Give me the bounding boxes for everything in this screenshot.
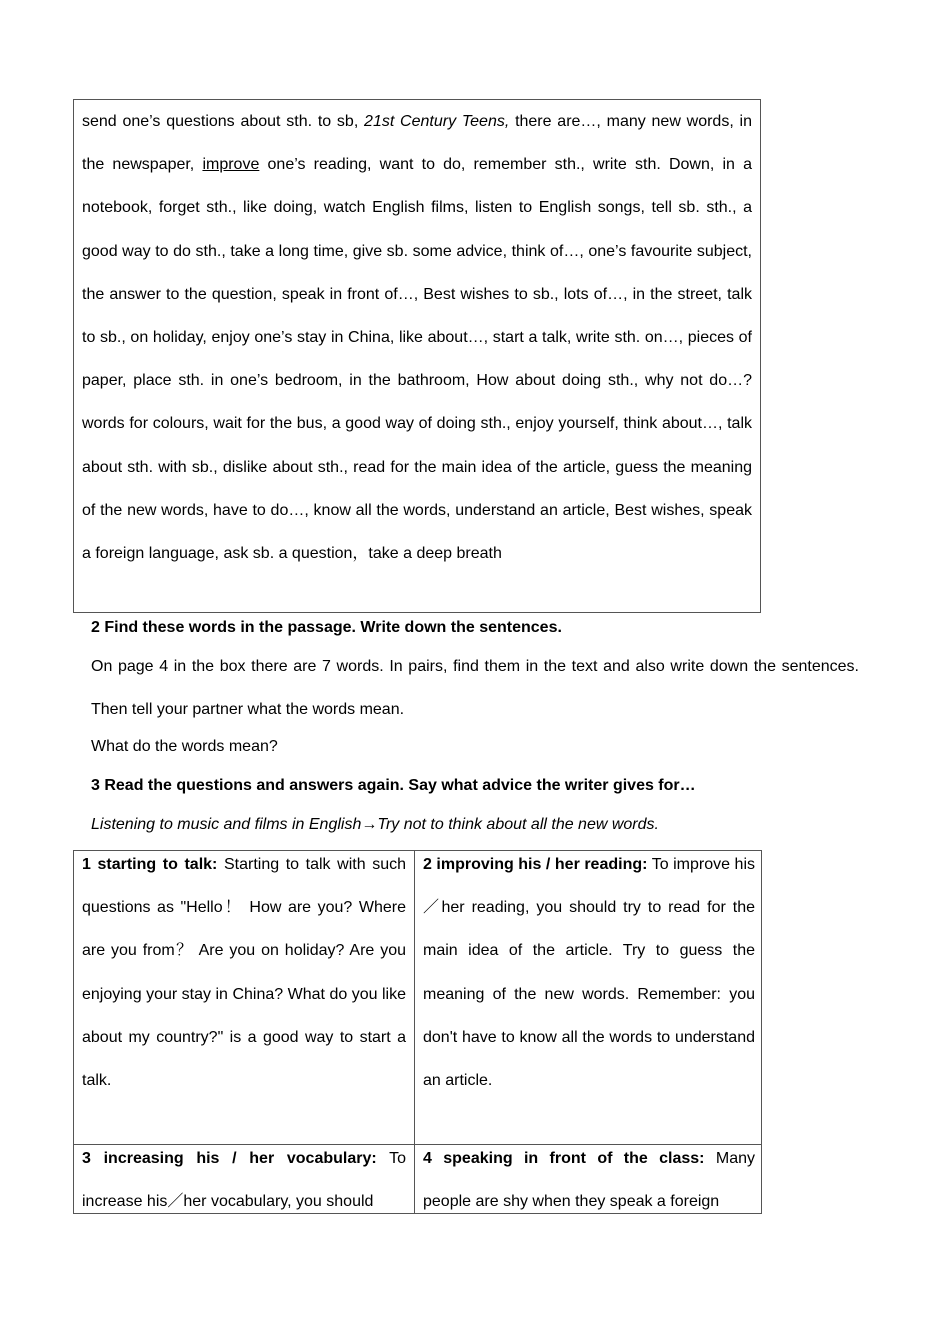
section-2-question: What do the words mean?: [91, 738, 278, 755]
table-cell-1: [74, 850, 414, 1102]
phrase-list: [82, 100, 752, 575]
cell-2-text: To improve his／her reading, you should try to read for the main idea of the article. Try to guess the meaning of the new words. Remember: you don't have to know all the words to understand an article.: [423, 856, 755, 1090]
cell-1-label: 1 starting to talk:: [82, 856, 218, 873]
phrase-text-3: one’s reading, want to do, remember sth., write sth. Down, in a notebook, forget sth., like doing, watch English films, listen to English songs, tell sb. sth., a good way to do sth., take a long time, give sb. some advice, think of…, one’s favourite subject, the answer to the question, speak in front of…, Best wishes to sb., lots of…, in the street, talk to sb., on holiday, enjoy one’s stay in China, like about…, start a talk, write sth. on…, pieces of paper, place sth. in one’s bedroom, in the bathroom, How about doing sth., why not do…? words for colours, wait for the bus, a good way of doing sth., enjoy yourself, think about…, talk about sth. with sb., dislike about sth., read for the main idea of the article, guess the meaning of the new words, have to do…, know all the words, understand an article, Best wishes, speak a foreign language, ask sb. a question，take a deep breath: [82, 156, 753, 563]
cell-4-label: 4 speaking in front of the class:: [423, 1150, 705, 1167]
table-cell-2: [415, 850, 762, 1102]
table-cell-4: [415, 1137, 762, 1214]
cell-1-text: Starting to talk with such questions as "Hello！ How are you? Where are you from？ Are you on holiday? Are you enjoying your stay in China? What do you like about my country?" is a good way to start a talk.: [82, 856, 407, 1090]
table-cell-3: [74, 1137, 414, 1214]
section-3-heading: 3 Read the questions and answers again. Say what advice the writer gives for…: [91, 777, 696, 794]
cell-3-text: To increase his／her vocabulary, you should: [82, 1150, 406, 1211]
section-2-heading: 2 Find these words in the passage. Write down the sentences.: [91, 619, 562, 636]
section-2-paragraph: On page 4 in the box there are 7 words. In pairs, find them in the text and also write down the sentences. Then tell your partner what the words mean.: [91, 658, 859, 718]
advice-table: [73, 850, 762, 1214]
phrase-text-1: send one’s questions about sth. to sb,: [82, 113, 365, 130]
underlined-word: improve: [202, 156, 260, 174]
phrase-box: [73, 99, 761, 613]
section-3-example: Listening to music and films in English→Try not to think about all the new words.: [91, 816, 659, 833]
magazine-title: 21st Century Teens,: [364, 113, 510, 130]
cell-3-label: 3 increasing his / her vocabulary:: [82, 1150, 377, 1167]
phrase-text-2: there are…, many new words, in the newspaper,: [82, 113, 753, 174]
cell-2-label: 2 improving his / her reading:: [423, 856, 648, 873]
cell-4-text: Many people are shy when they speak a foreign: [423, 1150, 755, 1211]
